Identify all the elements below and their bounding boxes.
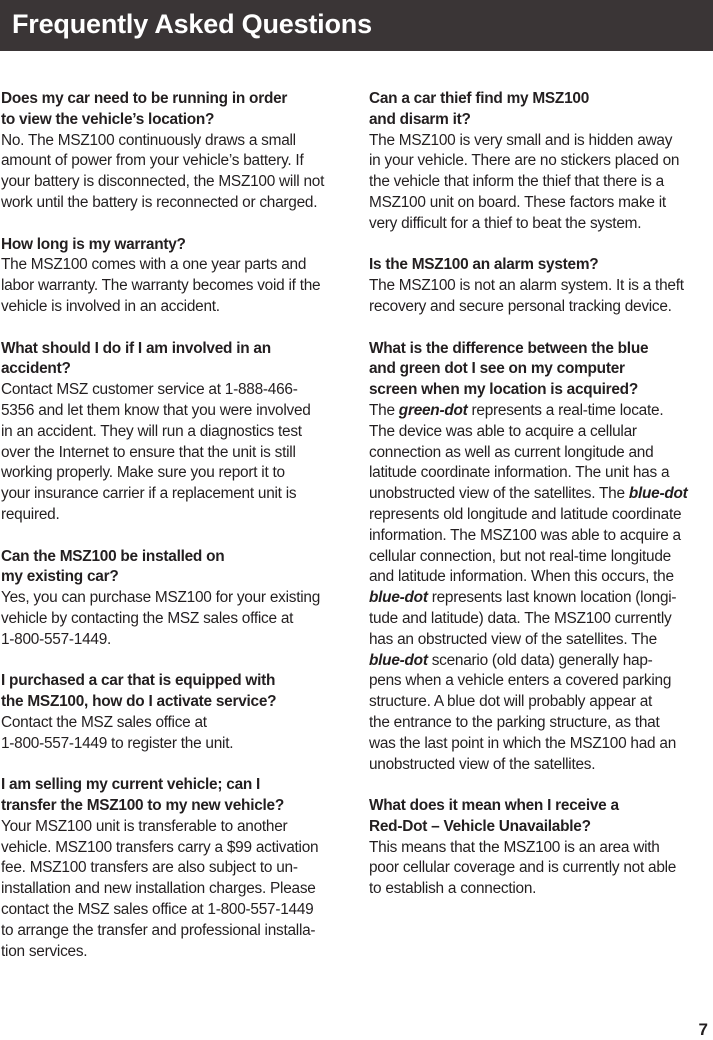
faq-question: Is the MSZ100 an alarm system? [369, 256, 599, 274]
faq-question: Can a car thief find my MSZ100 and disarm it? [369, 90, 590, 128]
faq-item [369, 339, 713, 776]
faq-item [369, 796, 713, 900]
page-number: 7 [698, 1020, 708, 1039]
faq-answer: Contact the MSZ sales office at 1-800-557-1449 to register the unit. [1, 713, 234, 752]
right-column [369, 89, 713, 921]
faq-question: How long is my warranty? [1, 235, 186, 253]
faq-answer: The MSZ100 is not an alarm system. It is a theft recovery and secure personal tracking device. [369, 277, 684, 315]
blue-dot-term: blue-dot [369, 651, 428, 669]
faq-answer: Yes, you can purchase MSZ100 for your existing vehicle by contacting the MSZ sales office at 1-800-557-1449. [1, 589, 321, 648]
faq-item [1, 235, 351, 318]
faq-question: What is the difference between the blue and green dot I see on my computer screen when my location is acquired? [369, 339, 649, 399]
faq-item [369, 89, 713, 235]
faq-item [1, 339, 351, 526]
header-bar [0, 0, 713, 51]
faq-question: I purchased a car that is equipped with the MSZ100, how do I activate service? [1, 672, 277, 711]
faq-answer: This means that the MSZ100 is an area with poor cellular coverage and is currently not able to establish a connection. [369, 838, 677, 898]
green-dot-term: green-dot [398, 401, 468, 419]
faq-item [1, 671, 351, 754]
page-title: Frequently Asked Questions [12, 9, 372, 39]
faq-answer: No. The MSZ100 continuously draws a small amount of power from your vehicle’s battery. If your battery is disconnected, the MSZ100 will not work until the battery is reconnected or charged. [1, 131, 325, 211]
faq-question: What should I do if I am involved in an accident? [1, 339, 271, 378]
faq-answer: The MSZ100 comes with a one year parts and labor warranty. The warranty becomes void if the vehicle is involved in an accident. [1, 256, 321, 315]
faq-item [1, 89, 351, 214]
faq-item [1, 775, 351, 962]
faq-answer: Your MSZ100 unit is transferable to another vehicle. MSZ100 transfers carry a $99 activation fee. MSZ100 transfers are also subject to un- installation and new installation charges. Please contact the MSZ sales office at 1-800-557-1449 to arrange the transfer and professional installa- tion services. [1, 817, 319, 960]
faq-question: Can the MSZ100 be installed on my existing car? [1, 547, 225, 586]
left-column [1, 89, 351, 983]
faq-item [1, 547, 351, 651]
faq-question: What does it mean when I receive a Red-Dot – Vehicle Unavailable? [369, 797, 619, 835]
faq-answer: The green-dot represents a real-time locate. The device was able to acquire a cellular connection as well as current longitude and latitude coordinate information. The unit has a unobstructed view of the satellites. The blue-dot represents old longitude and latitude coordinate information. The MSZ100 was able to acquire a cellular connection, but not real-time longitude and latitude information. When this occurs, the blue-dot represents last known location (longi- tude and latitude) data. The MSZ100 currently has an obstructed view of the satellites. The blue-dot scenario (old data) generally hap- pens when a vehicle enters a covered parking structure. A blue dot will probably appear at the entrance to the parking structure, as that was the last point in which the MSZ100 had an unobstructed view of the satellites. [369, 401, 688, 773]
faq-answer: The MSZ100 is very small and is hidden away in your vehicle. There are no stickers placed on the vehicle that inform the thief that there is a MSZ100 unit on board. These factors make it very difficult for a thief to beat the system. [369, 131, 680, 232]
blue-dot-term: blue-dot [628, 485, 688, 503]
faq-question: I am selling my current vehicle; can I transfer the MSZ100 to my new vehicle? [1, 776, 285, 815]
blue-dot-term: blue-dot [369, 589, 428, 607]
faq-item [369, 255, 713, 317]
faq-answer: Contact MSZ customer service at 1-888-466- 5356 and let them know that you were involved in an accident. They will run a diagnostics test over the Internet to ensure that the unit is still working properly. Make sure you report it to your insurance carrier if a replacement unit is required. [1, 381, 311, 523]
faq-question: Does my car need to be running in order to view the vehicle’s location? [1, 90, 288, 128]
